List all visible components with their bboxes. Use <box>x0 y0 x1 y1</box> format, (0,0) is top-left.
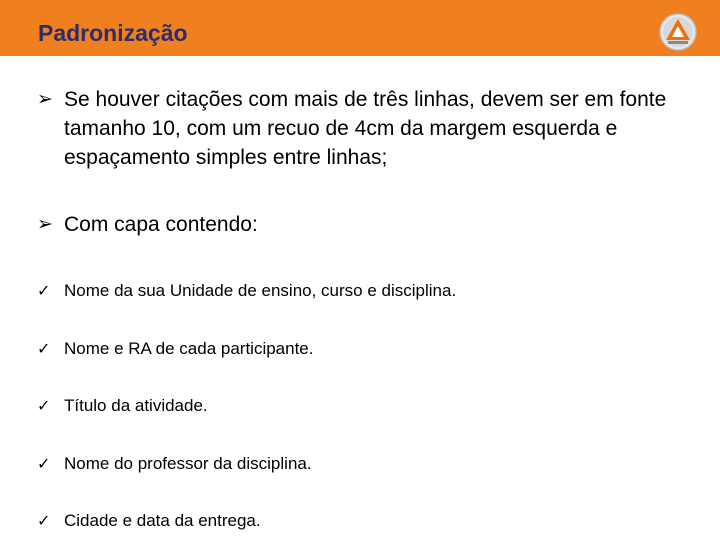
checklist-item-text: Nome e RA de cada participante. <box>64 339 314 358</box>
bullet-item-cover <box>37 210 684 239</box>
institution-triangle-logo <box>659 13 697 51</box>
check-icon: ✓ <box>37 396 51 415</box>
bullet-text: Se houver citações com mais de três linhas, devem ser em fonte tamanho 10, com um recuo de 4cm da margem esquerda e espaçamento simples entre linhas; <box>64 88 667 169</box>
bullet-text: Com capa contendo: <box>64 213 258 236</box>
checklist-item <box>37 453 312 475</box>
check-icon: ✓ <box>37 454 51 473</box>
bullet-item-citations <box>37 85 684 172</box>
arrow-bullet-icon: ➢ <box>37 88 53 110</box>
check-icon: ✓ <box>37 511 51 530</box>
check-icon: ✓ <box>37 281 51 300</box>
checklist-item <box>37 395 208 417</box>
arrow-bullet-icon: ➢ <box>37 213 53 235</box>
checklist-item <box>37 280 456 302</box>
checklist-item-text: Nome do professor da disciplina. <box>64 454 312 473</box>
header-bar <box>0 0 720 56</box>
checklist-item-text: Título da atividade. <box>64 396 208 415</box>
checklist-item-text: Nome da sua Unidade de ensino, curso e disciplina. <box>64 281 457 300</box>
page-title: Padronização <box>38 20 188 46</box>
checklist-item <box>37 510 261 532</box>
checklist-item-text: Cidade e data da entrega. <box>64 511 261 530</box>
checklist-item <box>37 338 313 360</box>
check-icon: ✓ <box>37 339 51 358</box>
